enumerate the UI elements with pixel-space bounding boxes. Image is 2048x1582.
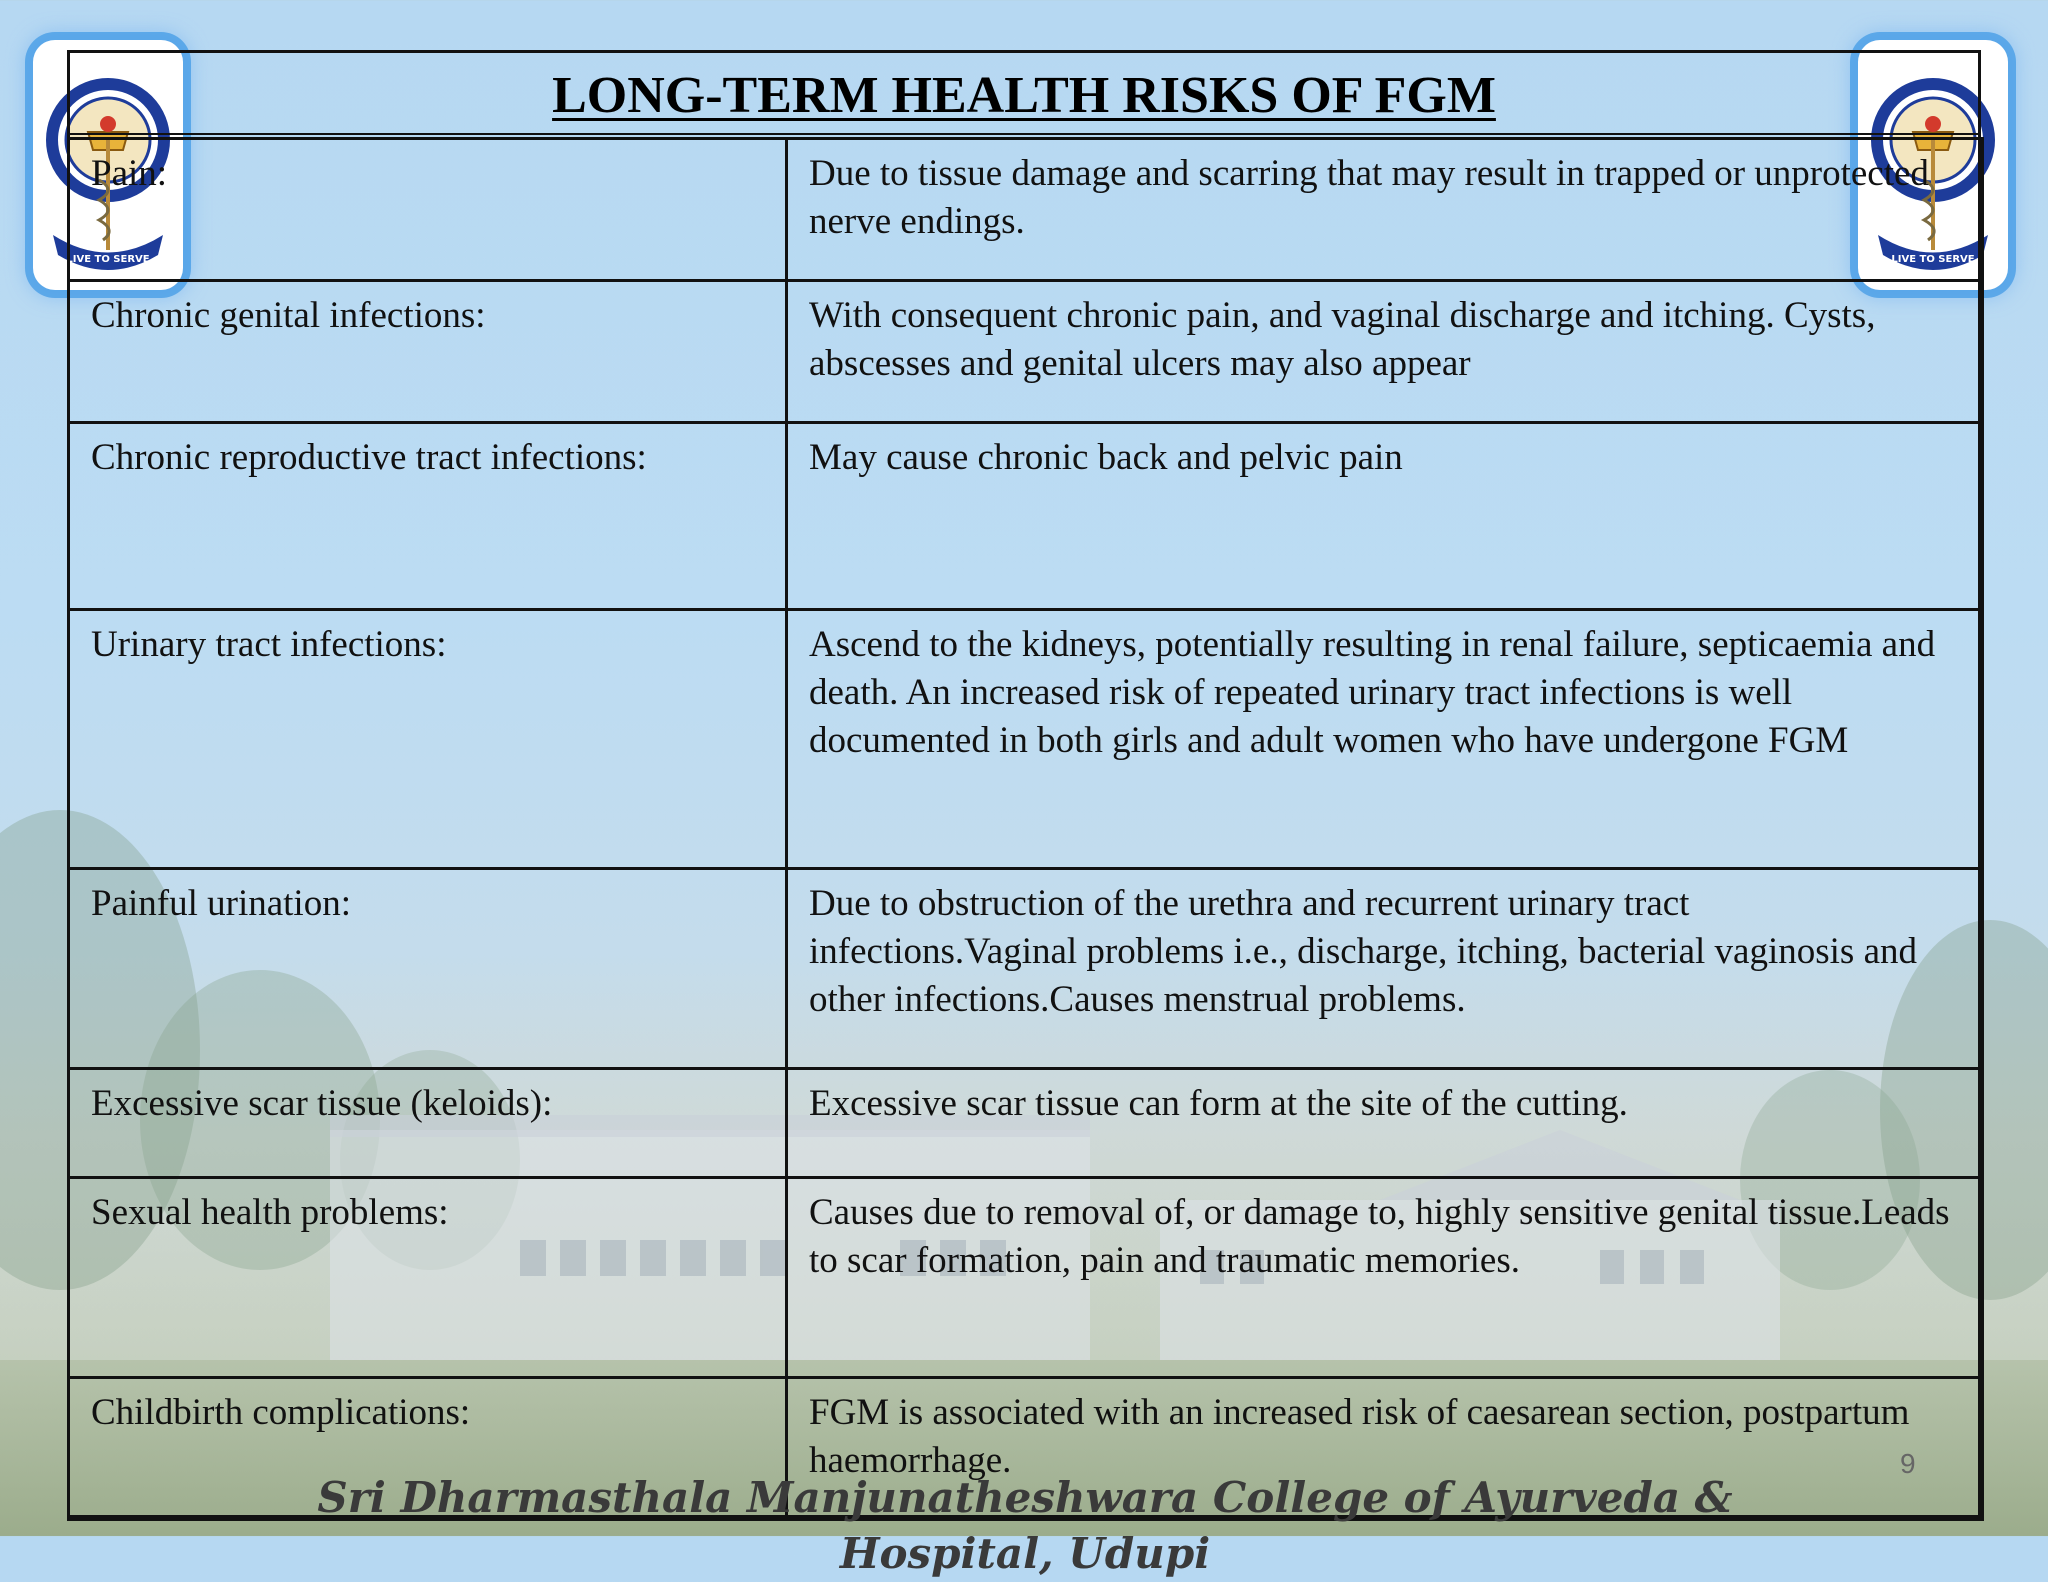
slide-title: LONG-TERM HEALTH RISKS OF FGM [552,67,1496,124]
svg-text:LIVE TO SERVE: LIVE TO SERVE [66,254,150,265]
risk-description: Ascend to the kidneys, potentially resulting in renal failure, septicaemia and death. An increased risk of repeated urinary tract infections is well documented in both girls and adult women who have undergone FGM [787,610,1983,869]
risk-description: Due to tissue damage and scarring that may result in trapped or unprotected nerve endings. [787,139,1983,281]
health-risks-table [67,137,1984,1521]
risk-term: Chronic genital infections: [69,281,787,423]
risk-term: Pain: [69,139,787,281]
risk-term: Childbirth complications: [69,1378,787,1520]
risk-description: Causes due to removal of, or damage to, highly sensitive genital tissue.Leads to scar formation, pain and traumatic memories. [787,1178,1983,1378]
page-number: 9 [1900,1448,1916,1479]
risk-description: Excessive scar tissue can form at the site of the cutting. [787,1069,1983,1178]
table-row [69,139,1983,281]
college-footer: Sri Dharmasthala Manjunatheshwara College of Ayurveda & Hospital, Udupi [317,1473,1733,1578]
table-row [69,869,1983,1069]
table-row [69,423,1983,610]
svg-text:LIVE TO SERVE: LIVE TO SERVE [1891,254,1975,265]
risk-description: FGM is associated with an increased risk of caesarean section, postpartum haemorrhage. [787,1378,1983,1520]
table-row [69,1069,1983,1178]
risk-description: With consequent chronic pain, and vaginal discharge and itching. Cysts, abscesses and genital ulcers may also appear [787,281,1983,423]
risk-term: Chronic reproductive tract infections: [69,423,787,610]
risk-term: Excessive scar tissue (keloids): [69,1069,787,1178]
risk-description: Due to obstruction of the urethra and recurrent urinary tract infections.Vaginal problems i.e., discharge, itching, bacterial vaginosis and other infections.Causes menstrual problems. [787,869,1983,1069]
table-row [69,281,1983,423]
risk-term: Urinary tract infections: [69,610,787,869]
risk-description: May cause chronic back and pelvic pain [787,423,1983,610]
risk-term: Sexual health problems: [69,1178,787,1378]
table-row [69,610,1983,869]
risk-term: Painful urination: [69,869,787,1069]
table-row [69,1178,1983,1378]
